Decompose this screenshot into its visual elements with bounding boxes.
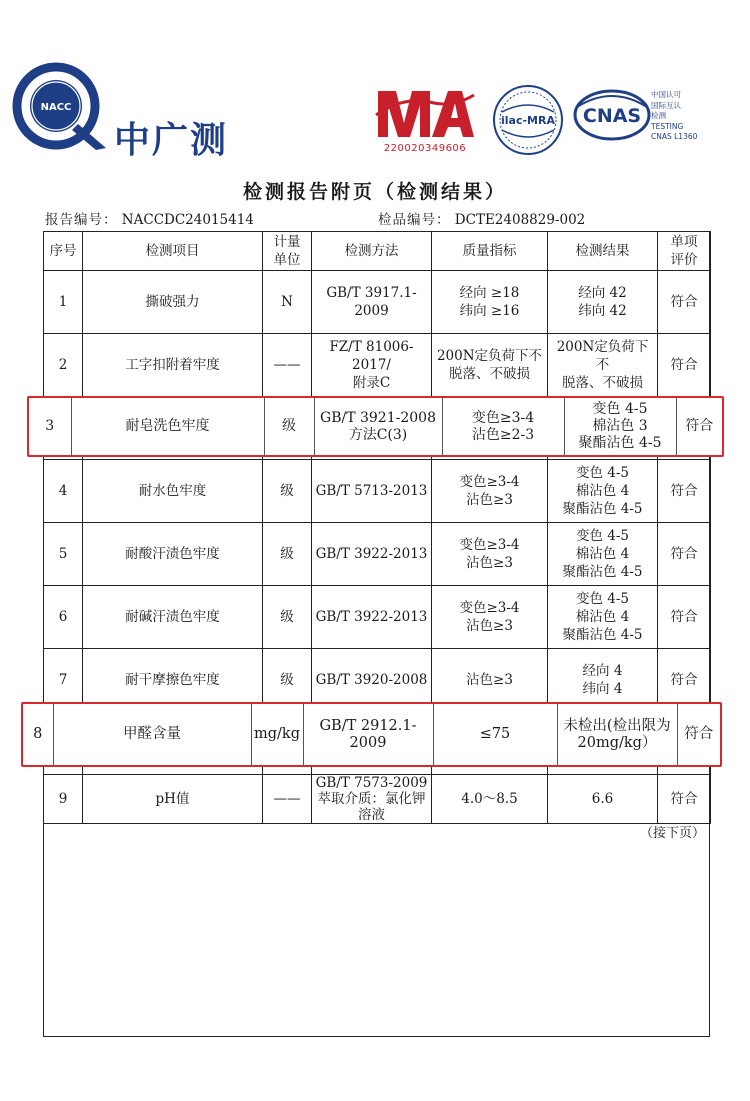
- cnas-accreditation-note: [651, 90, 711, 143]
- row-unit: 级: [263, 460, 312, 523]
- row-item: 耐碱汗渍色牢度: [83, 586, 263, 649]
- row-result: 6.6: [548, 775, 658, 824]
- row-method: GB/T 3920-2008: [312, 649, 432, 712]
- row-result: 200N定负荷下不 脱落、不破损: [548, 334, 658, 397]
- row-verdict: 符合: [677, 704, 720, 765]
- cnas-logo: [573, 85, 651, 145]
- row-item: 撕破强力: [83, 271, 263, 334]
- table-row: [44, 271, 711, 334]
- header-method: 检测方法: [312, 232, 432, 271]
- row-spec: 变色≥3-4 沾色≥3: [432, 586, 548, 649]
- row-verdict: 符合: [658, 334, 711, 397]
- nacc-logo: [8, 62, 113, 154]
- row-item: pH值: [83, 775, 263, 824]
- table-row: [44, 460, 711, 523]
- row-unit: ——: [263, 334, 312, 397]
- row-unit: 级: [264, 398, 314, 455]
- header-no: 序号: [44, 232, 83, 271]
- row-method: GB/T 5713-2013: [312, 460, 432, 523]
- continued-note: （接下页）: [640, 826, 706, 841]
- row-item: 耐干摩擦色牢度: [83, 649, 263, 712]
- row-unit: 级: [263, 586, 312, 649]
- cnas-line: TESTING: [651, 121, 684, 131]
- row-no: 1: [44, 271, 83, 334]
- row-spec: 变色≥3-4 沾色≥3: [432, 523, 548, 586]
- brand-name: 中广测: [114, 120, 229, 161]
- row-verdict: 符合: [658, 523, 711, 586]
- row-unit: N: [263, 271, 312, 334]
- row-result: 变色 4-5 棉沾色 3 聚酯沾色 4-5: [564, 398, 676, 455]
- row-verdict: 符合: [658, 271, 711, 334]
- cnas-text: CNAS: [582, 105, 642, 127]
- table-row: [44, 334, 711, 397]
- header-item: 检测项目: [83, 232, 263, 271]
- row-item: 耐酸汗渍色牢度: [83, 523, 263, 586]
- ilac-mra-logo: [492, 84, 564, 156]
- row-spec: 经向 ≥18 纬向 ≥16: [432, 271, 548, 334]
- row-no: 9: [44, 775, 83, 824]
- nacc-logo-text: NACC: [40, 102, 72, 113]
- header-verdict: 单项 评价: [658, 232, 711, 271]
- row-result: 变色 4-5 棉沾色 4 聚酯沾色 4-5: [548, 586, 658, 649]
- page-title: 检测报告附页（检测结果）: [242, 181, 507, 203]
- ilac-mra-text: ilac-MRA: [501, 114, 555, 127]
- row-unit: mg/kg: [251, 704, 303, 765]
- row-no: 5: [44, 523, 83, 586]
- row-method: FZ/T 81006-2017/ 附录C: [312, 334, 432, 397]
- row-no: 6: [44, 586, 83, 649]
- highlighted-row-8: [21, 702, 722, 767]
- sample-number-label: 检品编号：: [378, 212, 451, 228]
- row-item: 甲醛含量: [53, 704, 251, 765]
- row-spec: 200N定负荷下不 脱落、不破损: [432, 334, 548, 397]
- row-verdict: 符合: [658, 775, 711, 824]
- row-spec: 变色≥3-4 沾色≥3: [432, 460, 548, 523]
- row-result: 未检出(检出限为 20mg/kg）: [557, 704, 677, 765]
- row-result: 变色 4-5 棉沾色 4 聚酯沾色 4-5: [548, 460, 658, 523]
- row-verdict: 符合: [658, 586, 711, 649]
- table-header-row: [44, 232, 711, 271]
- row-no: 8: [33, 726, 43, 742]
- header-result: 检测结果: [548, 232, 658, 271]
- table-row: [44, 523, 711, 586]
- report-number-label: 报告编号：: [45, 212, 118, 228]
- table-row: [44, 586, 711, 649]
- row-spec: 4.0～8.5: [432, 775, 548, 824]
- cnas-line: 检测: [651, 111, 666, 120]
- row-result: 经向 42 纬向 42: [548, 271, 658, 334]
- cnas-line: 中国认可: [651, 90, 681, 99]
- row-method: GB/T 3921-2008 方法C(3): [314, 398, 442, 455]
- row-result: 变色 4-5 棉沾色 4 聚酯沾色 4-5: [548, 523, 658, 586]
- cnas-line: 国际互认: [651, 100, 681, 110]
- row-verdict: 符合: [658, 460, 711, 523]
- row-no: 4: [44, 460, 83, 523]
- cma-logo: [374, 85, 476, 153]
- row-item: 工字扣附着牢度: [83, 334, 263, 397]
- row-unit: 级: [263, 649, 312, 712]
- row-result: 经向 4 纬向 4: [548, 649, 658, 712]
- header-spec: 质量指标: [432, 232, 548, 271]
- row-spec: 变色≥3-4 沾色≥2-3: [442, 398, 564, 455]
- table-row: [44, 775, 711, 824]
- report-number: [45, 208, 254, 228]
- row-verdict: 符合: [658, 649, 711, 712]
- header-unit: 计量 单位: [263, 232, 312, 271]
- row-no: 3: [45, 418, 55, 434]
- row-unit: ——: [263, 775, 312, 824]
- row-item: 耐皂洗色牢度: [71, 398, 264, 455]
- row-method: GB/T 3922-2013: [312, 586, 432, 649]
- row-method: GB/T 7573-2009 萃取介质：氯化钾 溶液: [312, 775, 432, 824]
- row-no: 7: [44, 649, 83, 712]
- sample-number-value: DCTE2408829-002: [454, 212, 586, 228]
- row-method: GB/T 3922-2013: [312, 523, 432, 586]
- row-no: 2: [44, 334, 83, 397]
- row-spec: 沾色≥3: [432, 649, 548, 712]
- cnas-line: CNAS L1360: [651, 132, 698, 141]
- sample-number: [378, 208, 585, 228]
- row-method: GB/T 2912.1-2009: [303, 704, 433, 765]
- row-unit: 级: [263, 523, 312, 586]
- row-spec: ≤75: [433, 704, 557, 765]
- row-item: 耐水色牢度: [83, 460, 263, 523]
- report-number-value: NACCDC24015414: [121, 212, 254, 228]
- row-verdict: 符合: [676, 398, 722, 455]
- highlighted-row-3: [27, 396, 724, 457]
- cma-number: 220020349606: [383, 143, 467, 153]
- row-method: GB/T 3917.1-2009: [312, 271, 432, 334]
